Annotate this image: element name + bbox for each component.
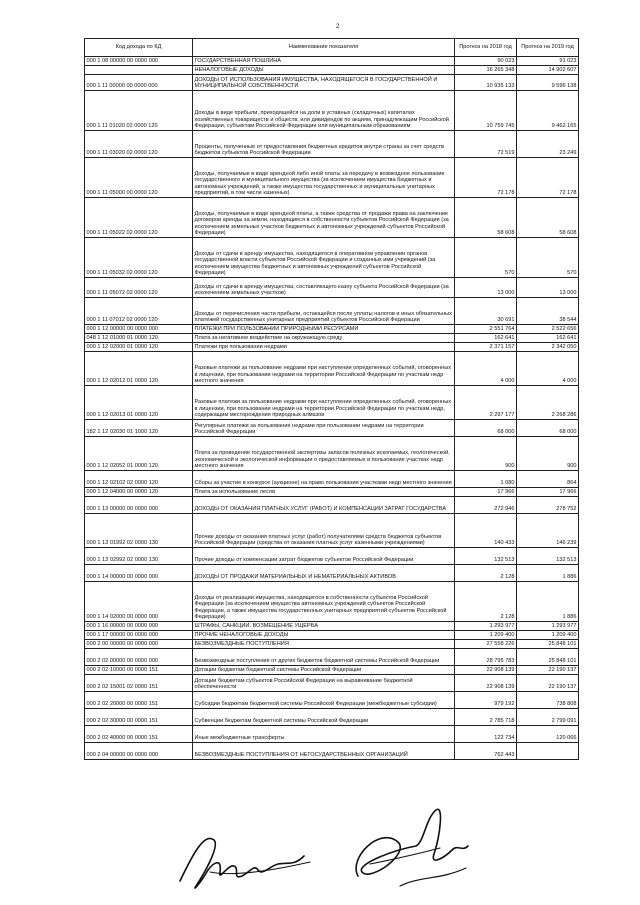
- row-name-cell: Доходы, получаемые в виде арендной либо иной платы за передачу в возмездное пользование государственного и муниципального имущества (за исключением имущества бюджетных и автономных учреждений, а также имущества государственных и муниципальных унитарных предприятий, в том числе казенных): [193, 158, 455, 198]
- row-forecast-2019-cell: 132 513: [517, 548, 579, 565]
- row-name-cell: Плата за негативное воздействие на окружающую среду: [193, 334, 455, 343]
- table-row: [85, 131, 579, 158]
- row-code-cell: 000 1 13 02992 02 0000 130: [85, 548, 193, 565]
- row-name-cell: ГОСУДАРСТВЕННАЯ ПОШЛИНА: [193, 57, 455, 66]
- row-forecast-2019-cell: 91 023: [517, 57, 579, 66]
- row-forecast-2018-cell: 272 946: [455, 497, 517, 514]
- row-code-cell: 000 1 11 05000 00 0000 120: [85, 158, 193, 198]
- row-forecast-2019-cell: 14 902 607: [517, 66, 579, 75]
- row-forecast-2018-cell: 1 209 400: [455, 631, 517, 640]
- row-forecast-2018-cell: 4 000: [455, 352, 517, 386]
- table-row: [85, 334, 579, 343]
- row-forecast-2019-cell: [517, 743, 579, 760]
- table-row: [85, 91, 579, 131]
- row-name-cell: Сборы за участие в конкурсе (аукционе) на право пользования участками недр местного значения: [193, 471, 455, 488]
- table-row: [85, 692, 579, 709]
- table-row: [85, 649, 579, 666]
- row-forecast-2018-cell: 979 192: [455, 692, 517, 709]
- row-name-cell: ДОХОДЫ ОТ ОКАЗАНИЯ ПЛАТНЫХ УСЛУГ (РАБОТ) И КОМПЕНСАЦИИ ЗАТРАТ ГОСУДАРСТВА: [193, 497, 455, 514]
- row-name-cell: Регулярные платежи за пользование недрами при пользовании недрами на территории Российской Федерации: [193, 420, 455, 437]
- row-forecast-2018-cell: 2 371 157: [455, 343, 517, 352]
- row-forecast-2019-cell: 25 848 101: [517, 640, 579, 649]
- signature-left: [170, 826, 320, 904]
- row-name-cell: ДОХОДЫ ОТ ИСПОЛЬЗОВАНИЯ ИМУЩЕСТВА, НАХОДЯЩЕГОСЯ В ГОСУДАРСТВЕННОЙ И МУНИЦИПАЛЬНОЙ СОБСТВЕННОСТИ: [193, 75, 455, 91]
- table-row: [85, 57, 579, 66]
- table-row: [85, 386, 579, 420]
- row-name-cell: Субвенции бюджетам бюджетной системы Российской Федерации: [193, 709, 455, 726]
- row-name-cell: Доходы от реализации имущества, находящегося в собственности субъектов Российской Федерации (за исключением имущества автономных учреждений субъектов Российской Федерации, а также имущества государственных унитарных предприятий субъектов Российской Федерации): [193, 582, 455, 622]
- row-code-cell: 182 1 12 02030 01 1000 120: [85, 420, 193, 437]
- table-row: [85, 666, 579, 675]
- row-code-cell: 000 1 11 05072 02 0000 120: [85, 278, 193, 298]
- page-number: 2: [336, 24, 340, 30]
- row-code-cell: 000 1 12 02102 02 0000 120: [85, 471, 193, 488]
- row-forecast-2018-cell: 90 023: [455, 57, 517, 66]
- row-forecast-2018-cell: 16 265 348: [455, 66, 517, 75]
- row-code-cell: 000 1 12 02052 01 0000 120: [85, 437, 193, 471]
- row-code-cell: 000 2 02 10000 00 0000 151: [85, 666, 193, 675]
- row-name-cell: Платежи при пользовании недрами: [193, 343, 455, 352]
- table-row: [85, 622, 579, 631]
- row-code-cell: [85, 66, 193, 75]
- row-forecast-2018-cell: 68 000: [455, 420, 517, 437]
- table-row: [85, 514, 579, 548]
- row-code-cell: 000 2 02 00000 00 0000 000: [85, 649, 193, 666]
- row-forecast-2019-cell: 864: [517, 471, 579, 488]
- row-forecast-2018-cell: 58 608: [455, 198, 517, 238]
- row-forecast-2018-cell: 570: [455, 238, 517, 278]
- table-row: [85, 278, 579, 298]
- table-row: [85, 743, 579, 760]
- row-code-cell: 000 1 16 00000 00 0000 000: [85, 622, 193, 631]
- row-code-cell: 000 1 11 00000 00 0000 000: [85, 75, 193, 91]
- table-row: [85, 582, 579, 622]
- row-name-cell: Доходы от сдачи в аренду имущества, составляющего казну субъекта Российской Федерации (за исключением земельных участков): [193, 278, 455, 298]
- row-code-cell: 000 1 11 07012 02 0000 120: [85, 298, 193, 325]
- column-header-forecast-2019: Прогноз на 2019 год: [517, 39, 579, 57]
- row-code-cell: 000 2 02 15001 02 0000 151: [85, 675, 193, 692]
- row-code-cell: 000 1 12 02012 01 0000 120: [85, 352, 193, 386]
- row-forecast-2018-cell: 22 908 139: [455, 666, 517, 675]
- row-forecast-2018-cell: 28 795 783: [455, 649, 517, 666]
- row-forecast-2018-cell: 22 908 139: [455, 675, 517, 692]
- row-forecast-2019-cell: 23 249: [517, 131, 579, 158]
- table-row: [85, 198, 579, 238]
- row-code-cell: 000 2 02 20000 00 0000 151: [85, 692, 193, 709]
- row-name-cell: Прочие доходы от оказания платных услуг (работ) получателями средств бюджетов субъектов Российской Федерации (средства от оказания платных услуг казенными учреждениями): [193, 514, 455, 548]
- table-row: [85, 709, 579, 726]
- row-forecast-2019-cell: 570: [517, 238, 579, 278]
- row-forecast-2018-cell: 2 551 764: [455, 325, 517, 334]
- row-forecast-2018-cell: 762 443: [455, 743, 517, 760]
- column-header-name: Наименование показателя: [193, 39, 455, 57]
- row-forecast-2019-cell: 2 522 656: [517, 325, 579, 334]
- revenue-forecast-table: [84, 38, 579, 760]
- row-forecast-2018-cell: 1 293 977: [455, 622, 517, 631]
- row-name-cell: Разовые платежи за пользование недрами при наступлении определенных событий, оговоренных в лицензии, при пользовании недрами на территории Российской Федерации по участкам недр местного значения: [193, 352, 455, 386]
- row-code-cell: 000 1 11 03020 02 0000 120: [85, 131, 193, 158]
- row-code-cell: 000 1 11 05032 02 0000 120: [85, 238, 193, 278]
- row-forecast-2019-cell: 738 808: [517, 692, 579, 709]
- row-forecast-2018-cell: 1 080: [455, 471, 517, 488]
- row-forecast-2019-cell: 278 752: [517, 497, 579, 514]
- table-row: [85, 565, 579, 582]
- table-row: [85, 640, 579, 649]
- row-forecast-2019-cell: 58 608: [517, 198, 579, 238]
- row-forecast-2019-cell: 13 000: [517, 278, 579, 298]
- row-code-cell: 000 1 12 02000 01 0000 120: [85, 343, 193, 352]
- table-row: [85, 325, 579, 334]
- row-forecast-2019-cell: 162 641: [517, 334, 579, 343]
- row-forecast-2019-cell: 9 596 138: [517, 75, 579, 91]
- row-forecast-2019-cell: 9 462 165: [517, 91, 579, 131]
- row-name-cell: Иные межбюджетные трансферты: [193, 726, 455, 743]
- table-row: [85, 343, 579, 352]
- row-code-cell: 000 1 11 01020 02 0000 120: [85, 91, 193, 131]
- row-code-cell: 000 1 13 00000 00 0000 000: [85, 497, 193, 514]
- row-forecast-2019-cell: 22 190 137: [517, 675, 579, 692]
- row-name-cell: БЕЗВОЗМЕЗДНЫЕ ПОСТУПЛЕНИЯ: [193, 640, 455, 649]
- row-forecast-2019-cell: 38 544: [517, 298, 579, 325]
- row-name-cell: ДОХОДЫ ОТ ПРОДАЖИ МАТЕРИАЛЬНЫХ И НЕМАТЕРИАЛЬНЫХ АКТИВОВ: [193, 565, 455, 582]
- row-forecast-2018-cell: 2 128: [455, 565, 517, 582]
- column-header-forecast-2018: Прогноз на 2018 год: [455, 39, 517, 57]
- table-row: [85, 497, 579, 514]
- row-name-cell: Доходы в виде прибыли, приходящейся на доли в уставных (складочных) капиталах хозяйственных товариществ и обществ, или дивидендов по акциям, принадлежащим Российской Федерации, субъектам Российской Федерации или муниципальным образованиям: [193, 91, 455, 131]
- row-name-cell: Безвозмездные поступления от других бюджетов бюджетной системы Российской Федерации: [193, 649, 455, 666]
- row-code-cell: 000 1 08 00000 00 0000 000: [85, 57, 193, 66]
- row-forecast-2019-cell: 1 886: [517, 565, 579, 582]
- row-forecast-2019-cell: 25 848 101: [517, 649, 579, 666]
- row-code-cell: 000 1 17 00000 00 0000 000: [85, 631, 193, 640]
- row-forecast-2019-cell: 2 268 286: [517, 386, 579, 420]
- row-name-cell: Прочие доходы от компенсации затрат бюджетов субъектов Российской Федерации: [193, 548, 455, 565]
- row-forecast-2019-cell: 120 066: [517, 726, 579, 743]
- row-forecast-2019-cell: 1 209 400: [517, 631, 579, 640]
- table-row: [85, 238, 579, 278]
- row-name-cell: БЕЗВОЗМЕЗДНЫЕ ПОСТУПЛЕНИЯ ОТ НЕГОСУДАРСТВЕННЫХ ОРГАНИЗАЦИЙ: [193, 743, 455, 760]
- row-forecast-2018-cell: 900: [455, 437, 517, 471]
- table-row: [85, 66, 579, 75]
- row-forecast-2018-cell: 132 513: [455, 548, 517, 565]
- row-forecast-2019-cell: 4 000: [517, 352, 579, 386]
- row-forecast-2018-cell: 17 966: [455, 488, 517, 497]
- table-row: [85, 675, 579, 692]
- row-forecast-2018-cell: 2 297 177: [455, 386, 517, 420]
- row-forecast-2018-cell: 162 641: [455, 334, 517, 343]
- row-forecast-2018-cell: 27 558 226: [455, 640, 517, 649]
- table-row: [85, 420, 579, 437]
- table-row: [85, 298, 579, 325]
- row-forecast-2018-cell: 13 000: [455, 278, 517, 298]
- row-name-cell: Проценты, полученные от предоставления бюджетных кредитов внутри страны за счет средств бюджетов субъектов Российской Федерации: [193, 131, 455, 158]
- row-forecast-2018-cell: 2 128: [455, 582, 517, 622]
- row-code-cell: 000 1 12 00000 00 0000 000: [85, 325, 193, 334]
- row-forecast-2019-cell: 17 966: [517, 488, 579, 497]
- row-forecast-2019-cell: 146 239: [517, 514, 579, 548]
- row-name-cell: Субсидии бюджетам бюджетной системы Российской Федерации (межбюджетные субсидии): [193, 692, 455, 709]
- row-forecast-2019-cell: 1 293 977: [517, 622, 579, 631]
- row-forecast-2018-cell: 140 433: [455, 514, 517, 548]
- table-row: [85, 471, 579, 488]
- row-code-cell: 000 1 11 05022 02 0000 120: [85, 198, 193, 238]
- table-row: [85, 158, 579, 198]
- row-name-cell: Доходы от сдачи в аренду имущества, находящегося в оперативном управлении органов государственной власти субъектов Российской Федерации и созданных ими учреждений (за исключением имущества бюджетных и автономных учреждений субъектов Российской Федерации): [193, 238, 455, 278]
- row-forecast-2018-cell: 72 519: [455, 131, 517, 158]
- row-forecast-2019-cell: 72 178: [517, 158, 579, 198]
- row-name-cell: ПЛАТЕЖИ ПРИ ПОЛЬЗОВАНИИ ПРИРОДНЫМИ РЕСУРСАМИ: [193, 325, 455, 334]
- row-code-cell: 000 2 02 30000 00 0000 151: [85, 709, 193, 726]
- row-code-cell: 000 1 12 02013 01 0000 120: [85, 386, 193, 420]
- row-name-cell: Дотации бюджетам субъектов Российской Федерации на выравнивание бюджетной обеспеченности: [193, 675, 455, 692]
- table-row: [85, 437, 579, 471]
- row-name-cell: Доходы, получаемые в виде арендной платы, а также средства от продажи права на заключение договоров аренды за земли, находящиеся в собственности субъектов Российской Федерации (за исключением земельных участков бюджетных и автономных учреждений субъектов Российской Федерации): [193, 198, 455, 238]
- row-code-cell: 048 1 12 01000 01 0000 120: [85, 334, 193, 343]
- row-code-cell: 000 2 02 40000 00 0000 151: [85, 726, 193, 743]
- table-body: [85, 57, 579, 760]
- row-code-cell: 000 2 00 00000 00 0000 000: [85, 640, 193, 649]
- table-row: [85, 75, 579, 91]
- row-forecast-2019-cell: 900: [517, 437, 579, 471]
- row-forecast-2018-cell: 10 759 745: [455, 91, 517, 131]
- signature-right: [340, 806, 480, 904]
- table-row: [85, 631, 579, 640]
- row-name-cell: Дотации бюджетам бюджетной системы Российской Федерации: [193, 666, 455, 675]
- row-code-cell: 000 1 12 04000 00 0000 120: [85, 488, 193, 497]
- table-row: [85, 488, 579, 497]
- row-forecast-2019-cell: 22 190 137: [517, 666, 579, 675]
- row-code-cell: 000 1 13 01992 02 0000 130: [85, 514, 193, 548]
- row-forecast-2019-cell: 2 342 050: [517, 343, 579, 352]
- row-forecast-2018-cell: 30 691: [455, 298, 517, 325]
- row-name-cell: Разовые платежи за пользование недрами при наступлении определенных событий, оговоренных в лицензии, при пользовании недрами на территории Российской Федерации по участкам недр, содержащим месторождения природных алмазов: [193, 386, 455, 420]
- table-row: [85, 726, 579, 743]
- table-row: [85, 352, 579, 386]
- row-code-cell: 000 2 04 00000 00 0000 000: [85, 743, 193, 760]
- row-name-cell: Доходы от перечисления части прибыли, остающейся после уплаты налогов и иных обязательных платежей государственных унитарных предприятий субъектов Российской Федерации: [193, 298, 455, 325]
- row-forecast-2019-cell: 68 000: [517, 420, 579, 437]
- row-forecast-2019-cell: 1 886: [517, 582, 579, 622]
- column-header-code: Код дохода по КД: [85, 39, 193, 57]
- row-name-cell: Плата за проведение государственной экспертизы запасов полезных ископаемых, геологической, экономической и экологической информации о предоставляемых в пользование участках недр местного значения: [193, 437, 455, 471]
- row-forecast-2018-cell: 2 785 718: [455, 709, 517, 726]
- row-code-cell: 000 1 14 02000 00 0000 000: [85, 582, 193, 622]
- row-code-cell: 000 1 14 00000 00 0000 000: [85, 565, 193, 582]
- row-name-cell: ШТРАФЫ, САНКЦИИ, ВОЗМЕЩЕНИЕ УЩЕРБА: [193, 622, 455, 631]
- row-forecast-2018-cell: 72 178: [455, 158, 517, 198]
- row-forecast-2018-cell: 122 734: [455, 726, 517, 743]
- row-forecast-2019-cell: 2 799 091: [517, 709, 579, 726]
- table-row: [85, 548, 579, 565]
- row-name-cell: НЕНАЛОГОВЫЕ ДОХОДЫ: [193, 66, 455, 75]
- row-name-cell: ПРОЧИЕ НЕНАЛОГОВЫЕ ДОХОДЫ: [193, 631, 455, 640]
- row-name-cell: Плата за использование лесов: [193, 488, 455, 497]
- row-forecast-2018-cell: 10 935 133: [455, 75, 517, 91]
- table-header-row: [85, 39, 579, 57]
